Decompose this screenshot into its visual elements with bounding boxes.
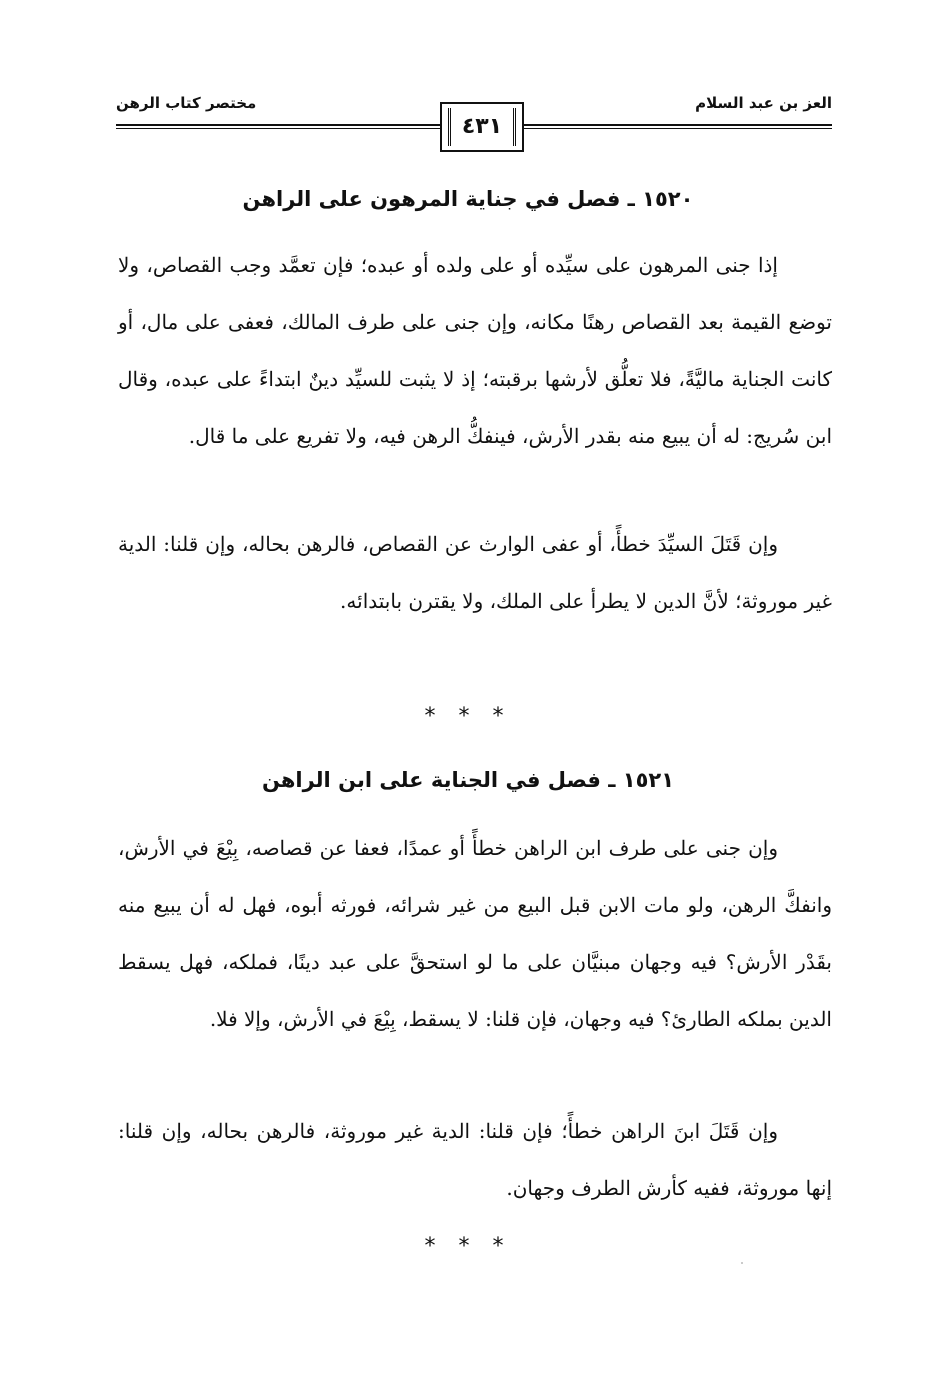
section-1520-paragraph-1: إذا جنى المرهون على سيِّده أو على ولده أو عبده؛ فإن تعمَّد وجب القصاص، ولا توضع القيمة بعد القصاص رهنًا مكانه، وإن جنى على طرف المالك، فعفى على مال، أو كانت الجناية ماليَّةً، فلا تعلُّق لأرشها برقبته؛ إذ لا يثبت للسيِّد دينٌ ابتداءً على عبده، وقال ابن سُريج: له أن يبيع منه بقدر الأرش، فينفكُّ الرهن فيه، ولا تفريع على ما قال. (118, 253, 832, 448)
section-1521-paragraph-2: وإن قَتَلَ ابنَ الراهن خطأً؛ فإن قلنا: الدية غير موروثة، فالرهن بحاله، وإن قلنا: إنها موروثة، ففيه كأرش الطرف وجهان. (118, 1119, 832, 1200)
running-head-author: العز بن عبد السلام (695, 94, 832, 112)
section-1521-paragraph-1: وإن جنى على طرف ابن الراهن خطأً أو عمدًا، فعفا عن قصاصه، بِيْعَ في الأرش، وانفكَّ الرهن، ولو مات الابن قبل البيع من غير شرائه، فورثه أبوه، فهل له أن يبيع منه بقَدْر الأرش؟ فيه وجهان مبنيَّان على ما لو استحقَّ على عبد دينًا، فملكه، فهل يسقط الدين بملكه الطارئ؟ فيه وجهان، فإن قلنا: لا يسقط، بِيْعَ في الأرش، وإلا فلا. (118, 836, 832, 1031)
running-head-book-title: مختصر كتاب الرهن (116, 94, 257, 112)
page-number: ٤٣١ (461, 114, 503, 139)
scan-speck (741, 1262, 743, 1264)
section-separator-2: * * * (424, 1234, 512, 1259)
section-heading-1520: ١٥٢٠ ـ فصل في جناية المرهون على الراهن (242, 187, 694, 211)
section-1520-paragraph-2: وإن قَتَلَ السيِّدَ خطأً، أو عفى الوارث عن القصاص، فالرهن بحاله، وإن قلنا: الدية غير موروثة؛ لأنَّ الدين لا يطرأ على الملك، ولا يقترن بابتدائه. (118, 532, 832, 613)
section-heading-1521: ١٥٢١ ـ فصل في الجناية على ابن الراهن (261, 768, 675, 792)
header-rule-right (524, 124, 832, 129)
header-rule-left (116, 124, 440, 129)
page-number-frame (440, 102, 524, 152)
section-separator-1: * * * (424, 704, 512, 729)
